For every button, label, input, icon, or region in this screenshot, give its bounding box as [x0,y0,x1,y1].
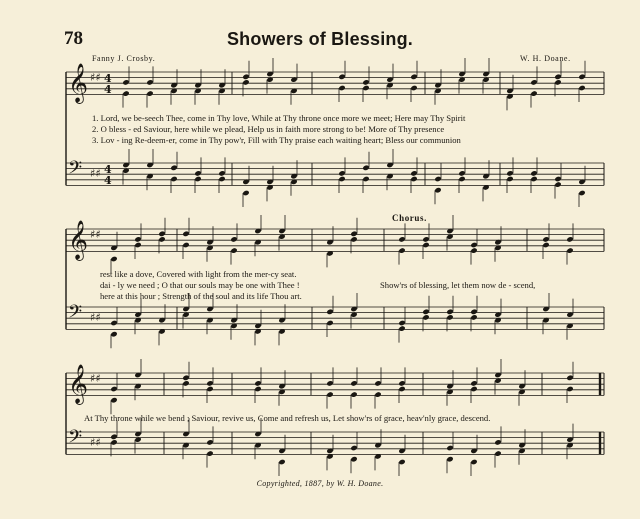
note-head [110,331,117,337]
note-head [470,247,477,253]
note-head [542,242,549,248]
note-head [494,450,501,456]
lyricist-credit: Fanny J. Crosby. [92,54,156,63]
note-head [110,397,117,403]
note-head [326,380,333,386]
note-head [350,231,357,237]
note-head [206,380,213,386]
note-head [194,176,201,182]
note-head [182,231,189,237]
time-signature: 4 [104,72,112,85]
note-head [182,380,189,386]
note-head [242,79,249,85]
note-head [242,74,249,80]
note-head [110,434,117,440]
treble-clef: 𝄞 [68,220,89,260]
note-head [566,386,573,392]
note-head [506,170,513,176]
note-head [530,176,537,182]
note-head [110,320,117,326]
note-head [362,176,369,182]
treble-clef: 𝄞 [68,364,89,404]
verse-1-line-2: rest like a dove, Covered with light from the mer-cy seat. [100,269,297,279]
note-head [398,459,405,465]
key-signature: ♯♯ [90,436,101,449]
note-head [446,314,453,320]
bass-clef: 𝄢 [68,158,83,183]
copyright-notice: Copyrighted, 1887, by W. H. Doane. [256,479,384,488]
note-head [122,90,129,96]
chorus-line-1: Show'rs of blessing, let them now de - scend, [380,280,536,290]
note-head [494,439,501,445]
note-head [530,90,537,96]
hymn-title: Showers of Blessing. [226,29,414,49]
note-head [110,256,117,262]
note-head [134,242,141,248]
note-head [530,79,537,85]
note-head [578,74,585,80]
note-head [530,170,537,176]
note-head [230,236,237,242]
note-head [362,165,369,171]
note-head [422,236,429,242]
note-head [350,236,357,242]
note-head [218,176,225,182]
note-head [470,314,477,320]
note-head [230,247,237,253]
note-head [326,391,333,397]
note-head [446,445,453,451]
note-head [338,176,345,182]
note-head [398,325,405,331]
note-head [554,79,561,85]
note-head [566,247,573,253]
key-signature: ♯♯ [90,71,101,84]
note-head [398,247,405,253]
note-head [398,236,405,242]
note-head [446,456,453,462]
note-head [374,391,381,397]
verse-2-line-1: 2. O bless - ed Saviour, here while we plead, Help us in faith more strong to be! More of Thy presence [92,124,445,134]
note-head [422,314,429,320]
note-head [554,181,561,187]
note-head [170,176,177,182]
verse-1-line-1: 1. Lord, we be-seech Thee, come in Thy love, While at Thy throne once more we meet; Here may Thy Spirit [92,113,466,123]
note-head [578,190,585,196]
note-head [470,459,477,465]
note-head [410,170,417,176]
note-head [410,85,417,91]
note-head [470,242,477,248]
note-head [542,236,549,242]
note-head [254,386,261,392]
verse-3-line-1: 3. Lov - ing Re-deem-er, come in Thy pow'r, Fill with Thy praise each waiting heart; Bless our communion [92,135,461,145]
note-head [398,386,405,392]
note-head [470,386,477,392]
note-head [182,242,189,248]
note-head [110,386,117,392]
note-head [326,309,333,315]
key-signature: ♯♯ [90,311,101,324]
note-head [338,74,345,80]
note-head [158,231,165,237]
verse-3-line-2: here at this hour ; Strength of the soul and its life Thou art. [100,291,302,301]
verse-2-line-2: dai - ly we need ; O that our souls may be one with Thee ! [100,280,300,290]
time-signature: 4 [104,163,112,176]
note-head [254,380,261,386]
note-head [458,176,465,182]
note-head [326,320,333,326]
key-signature: ♯♯ [90,167,101,180]
note-head [146,90,153,96]
note-head [362,79,369,85]
time-signature: 4 [104,174,112,187]
note-head [350,456,357,462]
note-head [350,445,357,451]
note-head [398,320,405,326]
note-head [422,309,429,315]
note-head [446,309,453,315]
note-head [566,236,573,242]
note-head [458,170,465,176]
note-head [134,236,141,242]
note-head [554,74,561,80]
note-head [182,375,189,381]
key-signature: ♯♯ [90,372,101,385]
note-head [206,439,213,445]
composer-credit: W. H. Doane. [520,54,571,63]
note-head [554,176,561,182]
key-signature: ♯♯ [90,228,101,241]
note-head [470,309,477,315]
bass-clef: 𝄢 [68,427,83,452]
note-head [338,170,345,176]
note-head [434,187,441,193]
note-head [350,391,357,397]
note-head [374,380,381,386]
note-head [158,236,165,242]
note-head [350,380,357,386]
note-head [218,170,225,176]
note-head [194,170,201,176]
note-head [578,85,585,91]
note-head [434,176,441,182]
page-number: 78 [64,28,83,49]
note-head [278,459,285,465]
note-head [206,386,213,392]
bass-clef: 𝄢 [68,302,83,327]
note-head [122,79,129,85]
note-head [170,165,177,171]
note-head [146,79,153,85]
note-head [410,74,417,80]
note-head [242,190,249,196]
note-head [422,242,429,248]
note-head [338,85,345,91]
chorus-line-2: At Thy throne while we bend ; Saviour, revive us, Come and refresh us, Let show'rs of grace, heav'nly grace, descend. [84,413,491,423]
time-signature: 4 [104,83,112,96]
note-head [110,439,117,445]
note-head [362,85,369,91]
treble-clef: 𝄞 [68,63,89,103]
note-head [506,176,513,182]
note-head [206,450,213,456]
note-head [398,380,405,386]
note-head [566,375,573,381]
note-head [410,176,417,182]
note-head [470,380,477,386]
chorus-label: Chorus. [392,213,427,223]
